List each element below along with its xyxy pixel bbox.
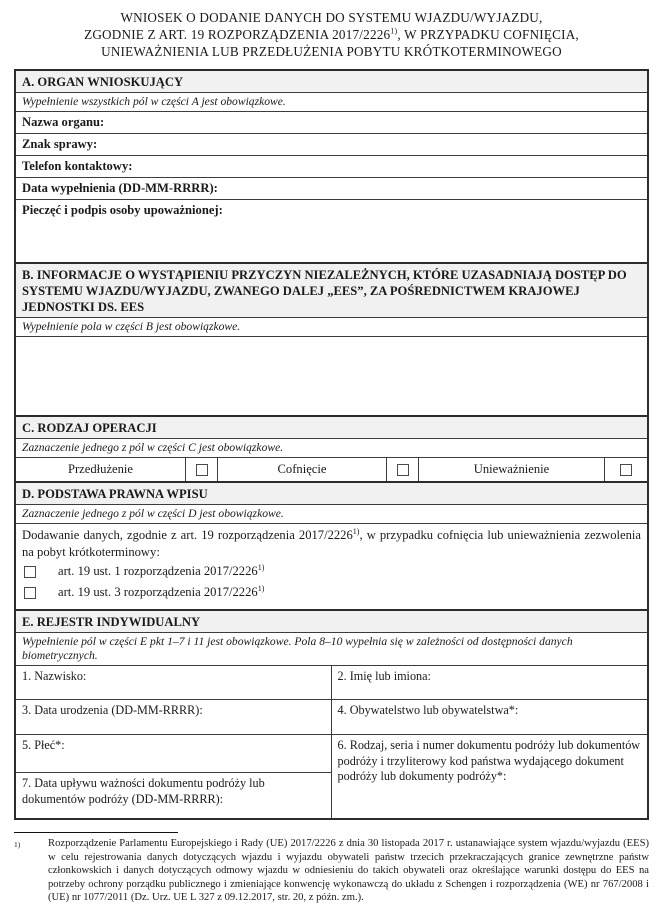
form-table — [14, 69, 649, 820]
title-line-2: ZGODNIE Z ART. 19 ROZPORZĄDZENIA 2017/2226$^{1)}$, W PRZYPADKU COFNIĘCIA, — [84, 26, 579, 42]
section-a-note: Wypełnienie wszystkich pól w części A jest obowiązkowe. — [16, 93, 647, 112]
footnote-ref-superscript: 1) — [257, 562, 265, 572]
footnote-ref-superscript: 1) — [352, 526, 360, 536]
title-line-1: WNIOSEK O DODANIE DANYCH DO SYSTEMU WJAZDU/WYJAZDU, — [120, 10, 543, 25]
field-data-waznosci-dokumentu[interactable]: 7. Data upływu ważności dokumentu podróży lub dokumentów podróży (DD-MM-RRRR): — [16, 773, 332, 818]
checkbox-uniewaznienie[interactable] — [620, 464, 632, 476]
field-imie-imiona[interactable]: 2. Imię lub imiona: — [332, 666, 648, 700]
section-b-note: Wypełnienie pola w części B jest obowiązkowe. — [16, 318, 647, 337]
section-a-header: A. ORGAN WNIOSKUJĄCY — [16, 71, 647, 93]
field-plec[interactable]: 5. Płeć*: — [16, 735, 332, 773]
section-a — [16, 71, 647, 262]
checkbox-cell-cofniecie[interactable] — [387, 458, 419, 481]
option-label-przedluzenie: Przedłużenie — [16, 458, 186, 481]
section-c-header: C. RODZAJ OPERACJI — [16, 417, 647, 439]
legal-basis-intro: Dodawanie danych, zgodnie z art. 19 rozporządzenia 2017/2226$^{1)}$, w przypadku cofnięcia lub unieważnienia zezwolenia na pobyt krótkoterminowy: — [22, 526, 642, 559]
footnote-marker: 1) — [14, 840, 21, 849]
section-c — [16, 415, 647, 481]
checkbox-cofniecie[interactable] — [397, 464, 409, 476]
legal-basis-option-1 — [22, 561, 641, 582]
field-obywatelstwo[interactable]: 4. Obywatelstwo lub obywatelstwa*: — [332, 700, 648, 735]
section-e — [16, 609, 647, 818]
checkbox-przedluzenie[interactable] — [196, 464, 208, 476]
checkbox-art19-ust1[interactable] — [24, 566, 36, 578]
option-label-uniewaznienie: Unieważnienie — [419, 458, 605, 481]
field-nazwa-organu[interactable]: Nazwa organu: — [16, 112, 647, 134]
checkbox-cell-uniewaznienie[interactable] — [605, 458, 647, 481]
field-data-wypelnienia[interactable]: Data wypełnienia (DD-MM-RRRR): — [16, 178, 647, 200]
section-b — [16, 262, 647, 415]
field-data-urodzenia[interactable]: 3. Data urodzenia (DD-MM-RRRR): — [16, 700, 332, 735]
footnote-ref-superscript: 1) — [257, 583, 265, 593]
field-dokument-podrozy[interactable]: 6. Rodzaj, seria i numer dokumentu podróży lub dokumentów podróży i trzyliterowy kod państwa wydającego dokument podróży lub dokumenty podróży*: — [337, 738, 641, 783]
section-e-note: Wypełnienie pól w części E pkt 1–7 i 11 jest obowiązkowe. Pola 8–10 wypełnia się w zależności od dostępności danych biometrycznych. — [16, 633, 647, 666]
footnote — [14, 832, 649, 905]
document-title — [0, 0, 663, 60]
field-telefon-kontaktowy[interactable]: Telefon kontaktowy: — [16, 156, 647, 178]
footnote-ref-superscript: 1) — [390, 26, 398, 36]
footnote-body — [14, 837, 649, 905]
legal-basis-option-1-label: art. 19 ust. 1 rozporządzenia 2017/2226$^{1)}$ — [58, 562, 265, 578]
section-e-header: E. REJESTR INDYWIDUALNY — [16, 611, 647, 633]
field-pieczec-podpis[interactable]: Pieczęć i podpis osoby upoważnionej: — [22, 203, 223, 217]
legal-basis-option-2 — [22, 582, 641, 603]
checkbox-art19-ust3[interactable] — [24, 587, 36, 599]
legal-basis-option-2-label: art. 19 ust. 3 rozporządzenia 2017/2226$^{1)}$ — [58, 583, 265, 599]
title-line-3: UNIEWAŻNIENIA LUB PRZEDŁUŻENIA POBYTU KRÓTKOTERMINOWEGO — [101, 44, 562, 59]
checkbox-cell-przedluzenie[interactable] — [186, 458, 218, 481]
section-d-note: Zaznaczenie jednego z pól w części D jest obowiązkowe. — [16, 505, 647, 524]
section-b-input-area[interactable] — [16, 337, 647, 415]
footnote-text: Rozporządzenie Parlamentu Europejskiego i Rady (UE) 2017/2226 z dnia 30 listopada 2017 r. ustanawiające system wjazdu/wyjazdu (EES) w celu rejestrowania danych dotyczących wjazdu i wyjazdu obywateli państw trzecich przekraczających granice zewnętrzne państw członkowskich i danych dotyczących odmowy wjazdu w odniesieniu do takich obywateli oraz określające warunki dostępu do EES na potrzeby ochrony porządku publicznego i zmieniające konwencję wykonawczą do układu z Schengen i rozporządzenia (WE) nr 767/2008 i (UE) nr 1077/2011 (Dz. Urz. UE L 327 z 09.12.2017, str. 20, z późn. zm.). — [48, 838, 649, 904]
section-d-content — [16, 524, 647, 609]
option-label-cofniecie: Cofnięcie — [218, 458, 387, 481]
section-c-note: Zaznaczenie jednego z pól w części C jest obowiązkowe. — [16, 439, 647, 458]
operation-type-row — [16, 458, 647, 481]
footnote-divider — [14, 832, 178, 833]
individual-record-table — [16, 666, 647, 818]
section-d-header: D. PODSTAWA PRAWNA WPISU — [16, 483, 647, 505]
section-b-header: B. INFORMACJE O WYSTĄPIENIU PRZYCZYN NIEZALEŻNYCH, KTÓRE UZASADNIAJĄ DOSTĘP DO SYSTEMU WJAZDU/WYJAZDU, ZWANEGO DALEJ „EES”, ZA POŚREDNICTWEM KRAJOWEJ JEDNOSTKI DS. EES — [16, 264, 647, 318]
section-d — [16, 481, 647, 609]
field-nazwisko[interactable]: 1. Nazwisko: — [16, 666, 332, 700]
field-znak-sprawy[interactable]: Znak sprawy: — [16, 134, 647, 156]
